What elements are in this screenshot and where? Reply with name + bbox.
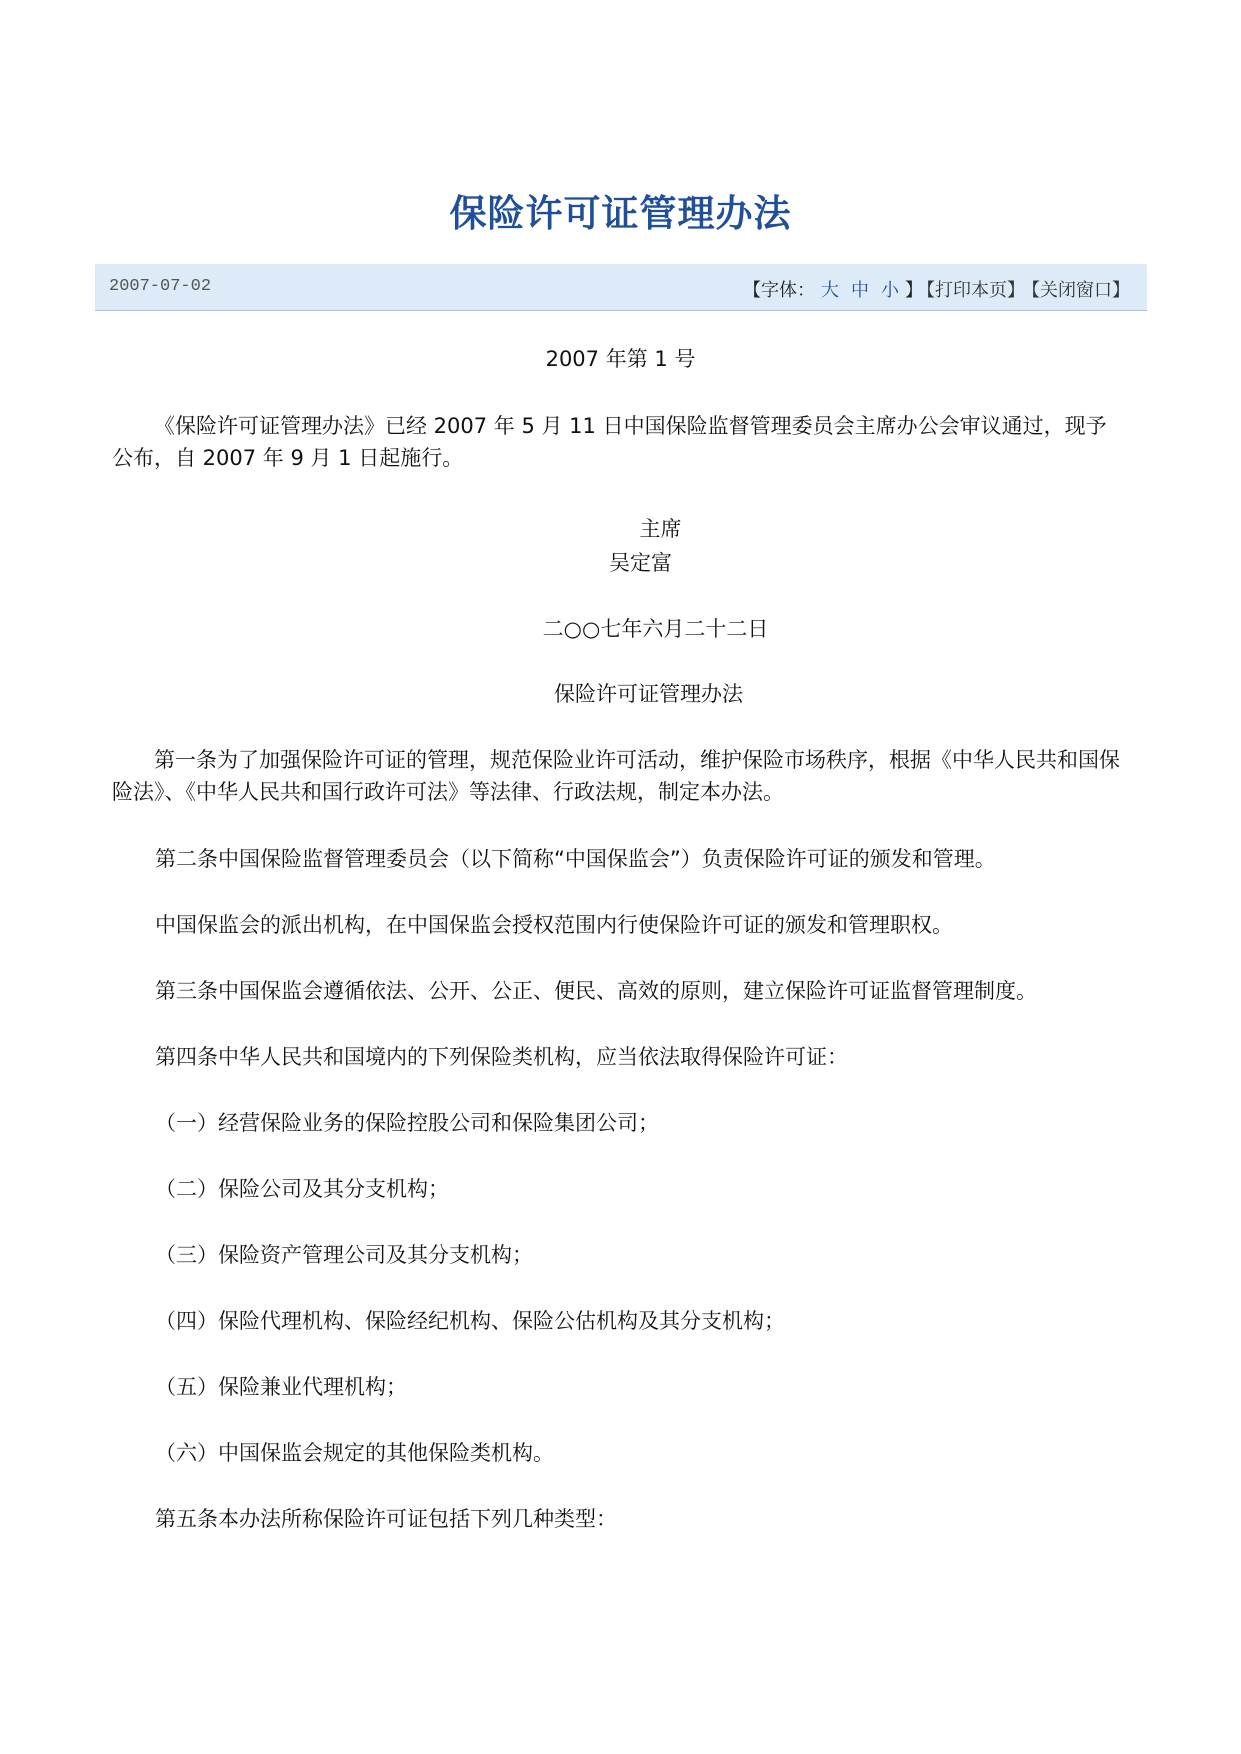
font-small-link[interactable]: 小 (881, 280, 899, 301)
intro-paragraph: 《保险许可证管理办法》已经 2007 年 5 月 11 日中国保险监督管理委员会主席办公会审议通过，现予公布，自 2007 年 9 月 1 日起施行。 (112, 414, 1107, 470)
document-subtitle: 保险许可证管理办法 (554, 682, 743, 706)
page-title: 保险许可证管理办法 (449, 191, 792, 235)
article-5: 第五条本办法所称保险许可证包括下列几种类型： (155, 1507, 617, 1531)
close-window-link[interactable]: 【关闭窗口】 (1031, 280, 1130, 301)
list-item-1: （一）经营保险业务的保险控股公司和保险集团公司； (155, 1111, 659, 1135)
font-medium-link[interactable]: 中 (851, 280, 869, 301)
publish-date: 2007-07-02 (109, 277, 212, 296)
list-item-6: （六）中国保监会规定的其他保险类机构。 (155, 1441, 554, 1465)
font-size-close-bracket: 】 (905, 280, 923, 301)
article-2: 第二条中国保险监督管理委员会（以下简称“中国保监会”）负责保险许可证的颁发和管理。 (155, 847, 996, 871)
toolbar (743, 276, 1133, 302)
article-4: 第四条中华人民共和国境内的下列保险类机构，应当依法取得保险许可证： (155, 1045, 848, 1069)
article-2-paragraph-2: 中国保监会的派出机构，在中国保监会授权范围内行使保险许可证的颁发和管理职权。 (155, 913, 953, 937)
signer-title: 主席 (639, 517, 682, 541)
font-large-link[interactable]: 大 (821, 280, 839, 301)
print-link[interactable]: 【打印本页】 (926, 280, 1025, 301)
list-item-5: （五）保险兼业代理机构； (155, 1375, 407, 1399)
font-size-label: 【字体： (743, 280, 815, 301)
signer-name: 吴定富 (609, 551, 672, 575)
article-3: 第三条中国保监会遵循依法、公开、公正、便民、高效的原则，建立保险许可证监督管理制度。 (155, 979, 1037, 1003)
list-item-2: （二）保险公司及其分支机构； (155, 1177, 449, 1201)
list-item-3: （三）保险资产管理公司及其分支机构； (155, 1243, 533, 1267)
order-number: 2007 年第 1 号 (545, 347, 696, 371)
sign-date: 二○○七年六月二十二日 (542, 617, 769, 641)
article-1: 第一条为了加强保险许可证的管理，规范保险业许可活动，维护保险市场秩序，根据《中华人民共和国保险法》、《中华人民共和国行政许可法》等法律、行政法规，制定本办法。 (112, 748, 1120, 804)
list-item-4: （四）保险代理机构、保险经纪机构、保险公估机构及其分支机构； (155, 1309, 785, 1333)
info-bar (95, 264, 1147, 311)
